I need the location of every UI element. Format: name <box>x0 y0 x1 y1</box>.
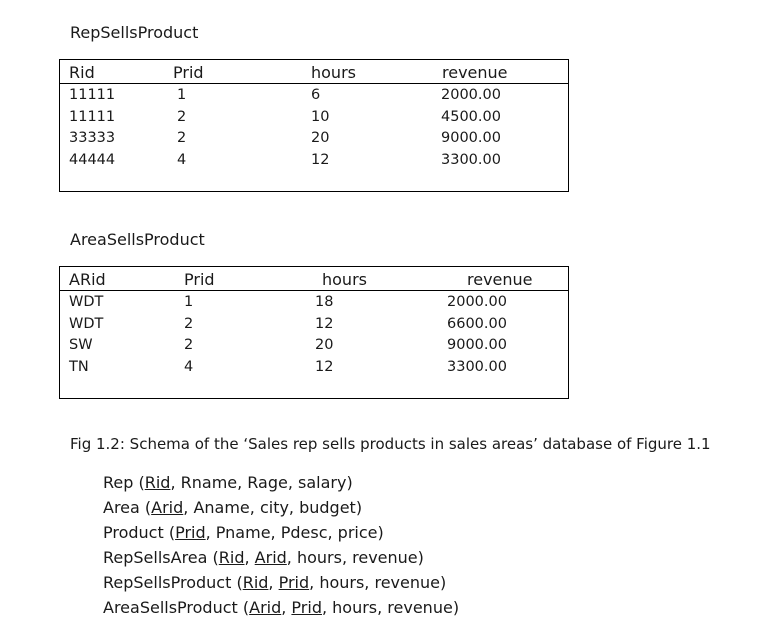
col-header: hours <box>322 270 367 289</box>
key-attribute: Prid <box>291 598 322 617</box>
relation-name: RepSellsProduct <box>103 573 232 592</box>
table-cell: WDT <box>69 315 104 332</box>
table-cell: 2 <box>177 130 187 146</box>
table-cell: 20 <box>315 337 334 353</box>
attribute-list: , hours, revenue <box>321 598 453 617</box>
attribute-list: , <box>281 598 292 617</box>
col-header: revenue <box>467 270 533 289</box>
col-header: revenue <box>442 63 508 82</box>
attribute-list: , <box>244 548 255 567</box>
schema-line: RepSellsArea (Rid, Arid, hours, revenue) <box>103 548 424 567</box>
header-divider <box>60 290 568 291</box>
table-cell: 6600.00 <box>447 315 507 332</box>
key-attribute: Rid <box>218 548 245 567</box>
attribute-list: , <box>268 573 279 592</box>
attribute-list: , hours, revenue <box>286 548 418 567</box>
col-header: hours <box>311 63 356 82</box>
key-attribute: Arid <box>254 548 287 567</box>
figure-caption: Fig 1.2: Schema of the ‘Sales rep sells products in sales areas’ database of Figure 1.1 <box>70 435 711 453</box>
attribute-list: , Pname, Pdesc, price <box>205 523 378 542</box>
table-cell: 11111 <box>69 87 116 103</box>
table-cell: 6 <box>311 87 321 103</box>
col-header: Rid <box>69 63 95 82</box>
key-attribute: Rid <box>144 473 171 492</box>
table-cell: 11111 <box>69 108 116 125</box>
table-cell: 2 <box>177 108 187 125</box>
table-cell: SW <box>69 337 93 353</box>
table-cell: 3300.00 <box>441 151 501 168</box>
col-header: ARid <box>69 270 106 289</box>
relation-name: RepSellsArea <box>103 548 213 567</box>
relation-name: AreaSellsProduct <box>103 598 238 617</box>
table-cell: 1 <box>177 87 187 103</box>
table-cell: 12 <box>315 315 334 332</box>
header-divider <box>60 83 568 84</box>
schema-line: AreaSellsProduct (Arid, Prid, hours, revenue) <box>103 598 460 617</box>
key-attribute: Arid <box>249 598 282 617</box>
schema-line: Rep (Rid, Rname, Rage, salary) <box>103 473 353 492</box>
table-cell: 2000.00 <box>447 294 507 310</box>
area-sells-product-table <box>59 266 569 399</box>
col-header: Prid <box>173 63 204 82</box>
table-cell: 1 <box>184 294 194 310</box>
attribute-list: , Rname, Rage, salary <box>170 473 347 492</box>
schema-line: RepSellsProduct (Rid, Prid, hours, revenue) <box>103 573 447 592</box>
key-attribute: Prid <box>278 573 310 592</box>
table-cell: 4 <box>184 358 194 375</box>
table-cell: 2 <box>184 315 194 332</box>
table1-title: RepSellsProduct <box>70 23 199 42</box>
table-cell: 9000.00 <box>441 130 501 146</box>
table-cell: TN <box>69 358 89 375</box>
relation-name: Product <box>103 523 164 542</box>
table-cell: 20 <box>311 130 330 146</box>
key-attribute: Rid <box>242 573 269 592</box>
schema-line: Product (Prid, Pname, Pdesc, price) <box>103 523 384 542</box>
table-cell: 18 <box>315 294 334 310</box>
relation-name: Area <box>103 498 140 517</box>
table-cell: 3300.00 <box>447 358 507 375</box>
table-cell: WDT <box>69 294 104 310</box>
table-cell: 33333 <box>69 130 116 146</box>
table-cell: 4 <box>177 151 187 168</box>
attribute-list: , hours, revenue <box>309 573 440 592</box>
table-cell: 12 <box>315 358 334 375</box>
table-cell: 10 <box>311 108 330 125</box>
schema-list <box>103 470 459 620</box>
attribute-list: , Aname, city, budget <box>183 498 356 517</box>
table-cell: 44444 <box>69 151 116 168</box>
relation-name: Rep <box>103 473 134 492</box>
rep-sells-product-table <box>59 59 569 192</box>
table-cell: 4500.00 <box>441 108 501 125</box>
col-header: Prid <box>184 270 215 289</box>
table-cell: 2 <box>184 337 194 353</box>
key-attribute: Prid <box>175 523 206 542</box>
table-cell: 12 <box>311 151 330 168</box>
schema-line: Area (Arid, Aname, city, budget) <box>103 498 363 517</box>
table-cell: 2000.00 <box>441 87 501 103</box>
table-cell: 9000.00 <box>447 337 507 353</box>
key-attribute: Arid <box>151 498 184 517</box>
table2-title: AreaSellsProduct <box>70 230 205 249</box>
